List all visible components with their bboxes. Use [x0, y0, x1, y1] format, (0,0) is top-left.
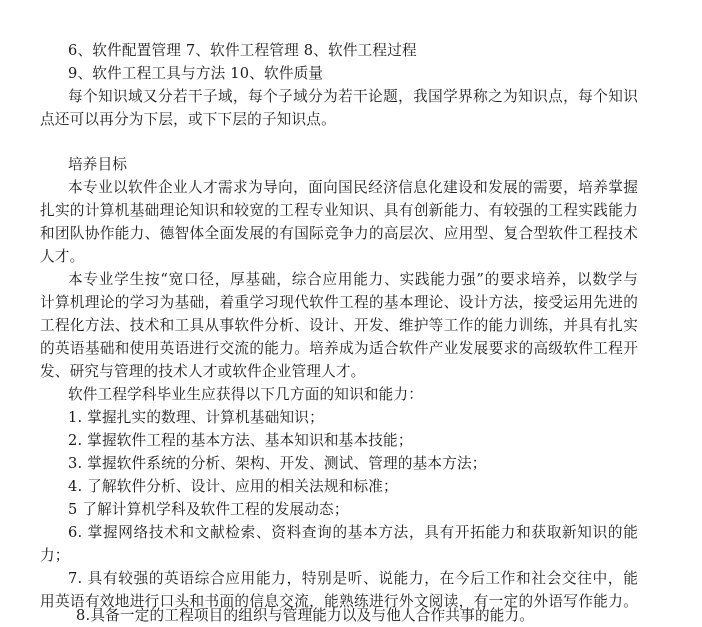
list-item: 5 了解计算机学科及软件工程的发展动态；: [68, 501, 349, 518]
text-line: 每个知识域又分若干子域，每个子域分为若干论题，我国学界称之为知识点，每个知识: [68, 88, 638, 105]
list-item: 6. 掌握网络技术和文献检索、资料查询的基本方法，具有开拓能力和获取新知识的能: [68, 524, 638, 541]
text-line: 和团队协作能力、德智体全面发展的有国际竞争力的高层次、应用型、复合型软件工程技术: [40, 225, 638, 242]
text-line: 点还可以再分为下层，或下下层的子知识点。: [40, 111, 336, 128]
text-line: 的英语基础和使用英语进行交流的能力。培养成为适合软件产业发展要求的高级软件工程开: [40, 340, 638, 357]
section-heading: 培养目标: [68, 156, 128, 173]
list-item: 7. 具有较强的英语综合应用能力，特别是听、说能力，在今后工作和社会交往中，能: [68, 570, 638, 587]
text-line: 计算机理论的学习为基础，着重学习现代软件工程的基本理论、设计方法，接受运用先进的: [40, 294, 638, 311]
text-line: 人才。: [40, 248, 85, 265]
text-line: 扎实的计算机基础理论知识和较宽的工程专业知识、具有创新能力、有较强的工程实践能力: [40, 202, 638, 219]
list-item: 3. 掌握软件系统的分析、架构、开发、测试、管理的基本方法；: [68, 455, 487, 472]
list-item: 4. 了解软件分析、设计、应用的相关法规和标准；: [68, 478, 398, 495]
text-line: 本专业学生按“宽口径，厚基础，综合应用能力、实践能力强”的要求培养，以数学与: [68, 271, 638, 288]
text-line: 用英语有效地进行口头和书面的信息交流，能熟练进行外文阅读，有一定的外语写作能力。: [40, 593, 638, 610]
text-line: 9、软件工程工具与方法 10、软件质量: [68, 65, 324, 82]
list-item: 2. 掌握软件工程的基本方法、基本知识和基本技能；: [68, 432, 413, 449]
text-line: 6、软件配置管理 7、软件工程管理 8、软件工程过程: [68, 42, 417, 59]
text-line: 发、研究与管理的技术人才或软件企业管理人才。: [40, 363, 366, 380]
text-line: 本专业以软件企业人才需求为导向，面向国民经济信息化建设和发展的需要，培养掌握: [68, 179, 638, 196]
list-item: 1. 掌握扎实的数理、计算机基础知识；: [68, 409, 324, 426]
list-item: 8.具备一定的工程项目的组织与管理能力以及与他人合作共事的能力。: [76, 607, 535, 624]
text-line: 工程化方法、技术和工具从事软件分析、设计、开发、维护等工作的能力训练，并具有扎实: [40, 317, 638, 334]
text-line: 软件工程学科毕业生应获得以下几方面的知识和能力：: [68, 386, 424, 403]
text-line: 力；: [40, 547, 70, 564]
